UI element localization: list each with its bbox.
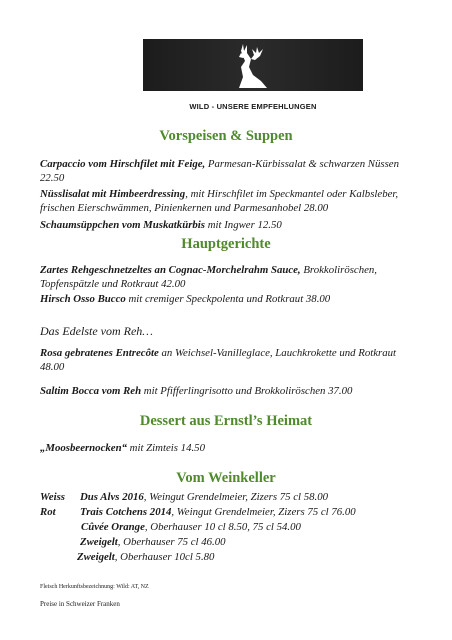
- menu-item-rehgeschnetzeltes: [40, 263, 420, 291]
- menu-item-name: Rosa gebratenes Entrecôte: [40, 347, 159, 359]
- section-title-dessert: Dessert aus Ernstl’s Heimat: [139, 413, 313, 429]
- wine-name: Zweigelt: [77, 551, 115, 563]
- section-title-starters: Vorspeisen & Suppen: [159, 128, 293, 144]
- menu-subtitle: WILD - UNSERE EMPFEHLUNGEN: [189, 102, 317, 111]
- menu-item-desc: mit Ingwer 12.50: [205, 219, 282, 231]
- section-title-noble: Das Edelste vom Reh…: [40, 324, 153, 338]
- wine-category: Weiss: [40, 491, 65, 503]
- menu-item-name: „Moosbeernocken“: [40, 442, 127, 454]
- wine-name: Dus Alvs 2016: [80, 491, 144, 503]
- menu-item-osso-bucco: [40, 292, 420, 306]
- wine-desc: , Weingut Grendelmeier, Zizers 75 cl 76.00: [171, 506, 356, 518]
- menu-item-name: Nüsslisalat mit Himbeerdressing: [40, 188, 186, 200]
- wine-name: Trais Cotchens 2014: [80, 506, 172, 518]
- menu-item-name: Saltim Bocca vom Reh: [40, 385, 142, 397]
- wine-desc: , Oberhauser 75 cl 46.00: [117, 536, 226, 548]
- wine-desc: , Oberhauser 10 cl 8.50, 75 cl 54.00: [144, 521, 301, 533]
- menu-item-desc: mit cremiger Speckpolenta und Rotkraut 38.00: [125, 293, 331, 305]
- section-title-wine: Vom Weinkeller: [176, 470, 276, 486]
- wine-name: Zweigelt: [80, 536, 118, 548]
- logo-banner: [143, 39, 363, 91]
- wine-desc: , Oberhauser 10cl 5.80: [114, 551, 215, 563]
- menu-item-desc: mit Zimteis 14.50: [126, 442, 205, 454]
- menu-item-name: Hirsch Osso Bucco: [40, 293, 126, 305]
- menu-item-desc: , mit Hirschfilet im Speckmantel oder Kalbsleber, frischen Eierschwämmen, Pinienkernen und Parmesanhobel 28.00: [40, 188, 399, 214]
- menu-item-desc: an Weichsel-Vanilleglace, Lauchkrokette und Rotkraut 48.00: [40, 347, 397, 373]
- menu-item-moosbeernocken: [40, 441, 420, 455]
- menu-item-name: Carpaccio vom Hirschfilet mit Feige,: [40, 158, 206, 170]
- menu-item-name: Schaumsüppchen vom Muskatkürbis: [40, 219, 205, 231]
- menu-item-kuerbissuppe: [40, 218, 420, 232]
- section-title-mains: Hauptgerichte: [181, 236, 271, 252]
- menu-item-carpaccio: [40, 157, 420, 185]
- wine-category: Rot: [40, 506, 56, 518]
- menu-item-name: Zartes Rehgeschnetzeltes an Cognac-Morchelrahm Sauce,: [40, 264, 301, 276]
- wine-name: Cûvée Orange: [81, 521, 145, 533]
- menu-item-desc: Brokkoliröschen, Topfenspätzle und Rotkraut 42.00: [40, 264, 377, 290]
- menu-item-desc: mit Pfifferlingrisotto und Brokkoliröschen 37.00: [141, 385, 353, 397]
- menu-item-nuesslisalat: [40, 187, 420, 215]
- menu-item-saltim-bocca: [40, 384, 420, 398]
- wine-desc: , Weingut Grendelmeier, Zizers 75 cl 58.00: [143, 491, 329, 503]
- menu-item-desc: Parmesan-Kürbissalat & schwarzen Nüssen 22.50: [40, 158, 399, 184]
- menu-item-entrecote: [40, 346, 420, 374]
- origin-note: Fleisch Herkunftsbezeichnung: Wild: AT, NZ: [40, 584, 149, 590]
- deer-head-icon: [227, 41, 279, 89]
- currency-note: Preise in Schweizer Franken: [40, 600, 120, 608]
